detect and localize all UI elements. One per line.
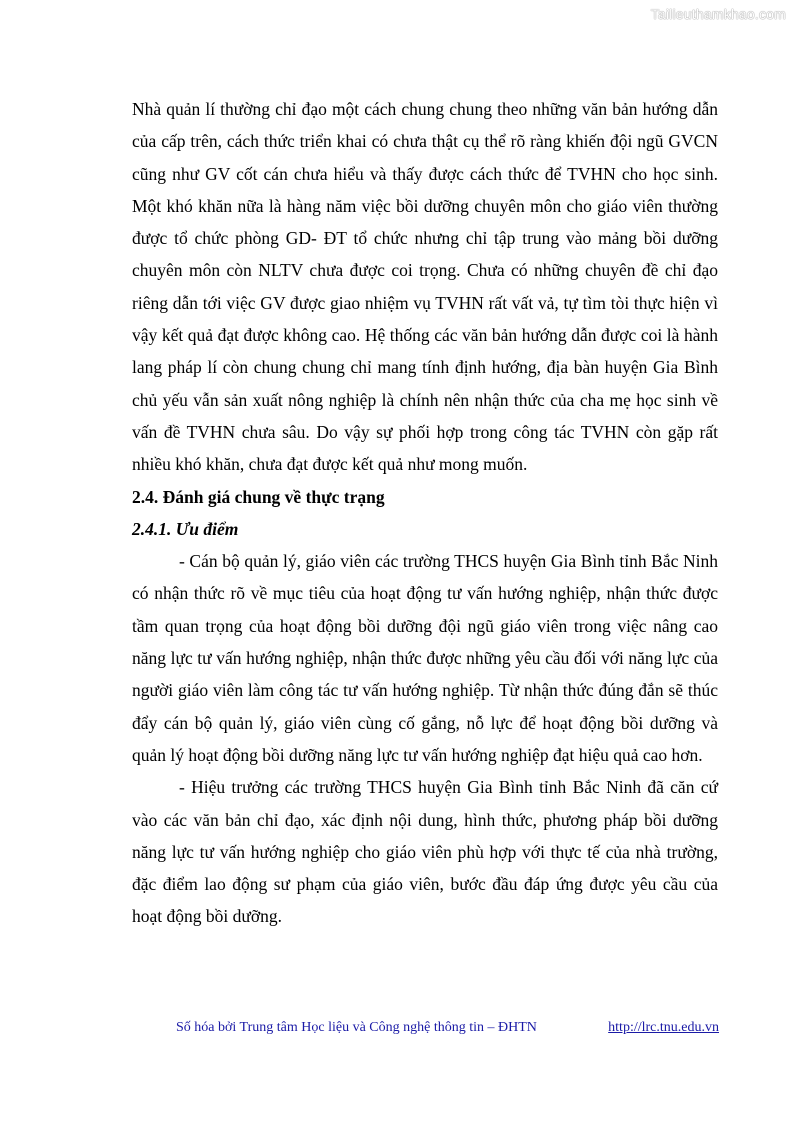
- section-heading: 2.4. Đánh giá chung về thực trạng: [132, 486, 385, 507]
- footer-link[interactable]: http://lrc.tnu.edu.vn: [608, 1020, 719, 1035]
- page-footer: [176, 1020, 719, 1036]
- footer-credit: Số hóa bởi Trung tâm Học liệu và Công nghệ thông tin – ĐHTN: [176, 1020, 537, 1035]
- watermark: Tailieuthamkhao.com: [650, 6, 786, 22]
- document-body: [132, 93, 718, 933]
- subsection-heading: 2.4.1. Ưu điểm: [132, 518, 239, 539]
- paragraph-challenges: Nhà quản lí thường chỉ đạo một cách chung chung theo những văn bản hướng dẫn của cấp trên, cách thức triển khai có chưa thật cụ thể rõ ràng khiến đội ngũ GVCN cũng như GV cốt cán chưa hiểu và thấy được cách thức để TVHN cho học sinh. Một khó khăn nữa là hàng năm việc bồi dưỡng chuyên môn cho giáo viên thường được tổ chức phòng GD- ĐT tổ chức nhưng chỉ tập trung vào mảng bồi dưỡng chuyên môn còn NLTV chưa được coi trọng. Chưa có những chuyên đề chỉ đạo riêng dẫn tới việc GV được giao nhiệm vụ TVHN rất vất vả, tự tìm tòi thực hiện vì vậy kết quả đạt được không cao. Hệ thống các văn bản hướng dẫn được coi là hành lang pháp lí còn chung chung chỉ mang tính định hướng, địa bàn huyện Gia Bình chủ yếu vẫn sản xuất nông nghiệp là chính nên nhận thức của cha mẹ học sinh về vấn đề TVHN chưa sâu. Do vậy sự phối hợp trong công tác TVHN còn gặp rất nhiều khó khăn, chưa đạt được kết quả như mong muốn.: [132, 99, 718, 475]
- paragraph-principals: - Hiệu trưởng các trường THCS huyện Gia Bình tỉnh Bắc Ninh đã căn cứ vào các văn bản chỉ đạo, xác định nội dung, hình thức, phương pháp bồi dưỡng năng lực tư vấn hướng nghiệp cho giáo viên phù hợp với thực tế của nhà trường, đặc điểm lao động sư phạm của giáo viên, bước đầu đáp ứng được yêu cầu của hoạt động bồi dưỡng.: [132, 777, 718, 927]
- paragraph-awareness: - Cán bộ quản lý, giáo viên các trường THCS huyện Gia Bình tỉnh Bắc Ninh có nhận thức rõ về mục tiêu của hoạt động tư vấn hướng nghiệp, nhận thức được tầm quan trọng của hoạt động bồi dưỡng đội ngũ giáo viên trong việc nâng cao năng lực tư vấn hướng nghiệp, nhận thức được những yêu cầu đối với năng lực của người giáo viên làm công tác tư vấn hướng nghiệp. Từ nhận thức đúng đắn sẽ thúc đẩy cán bộ quản lý, giáo viên cùng cố gắng, nỗ lực để hoạt động bồi dưỡng và quản lý hoạt động bồi dưỡng năng lực tư vấn hướng nghiệp đạt hiệu quả cao hơn.: [132, 551, 718, 765]
